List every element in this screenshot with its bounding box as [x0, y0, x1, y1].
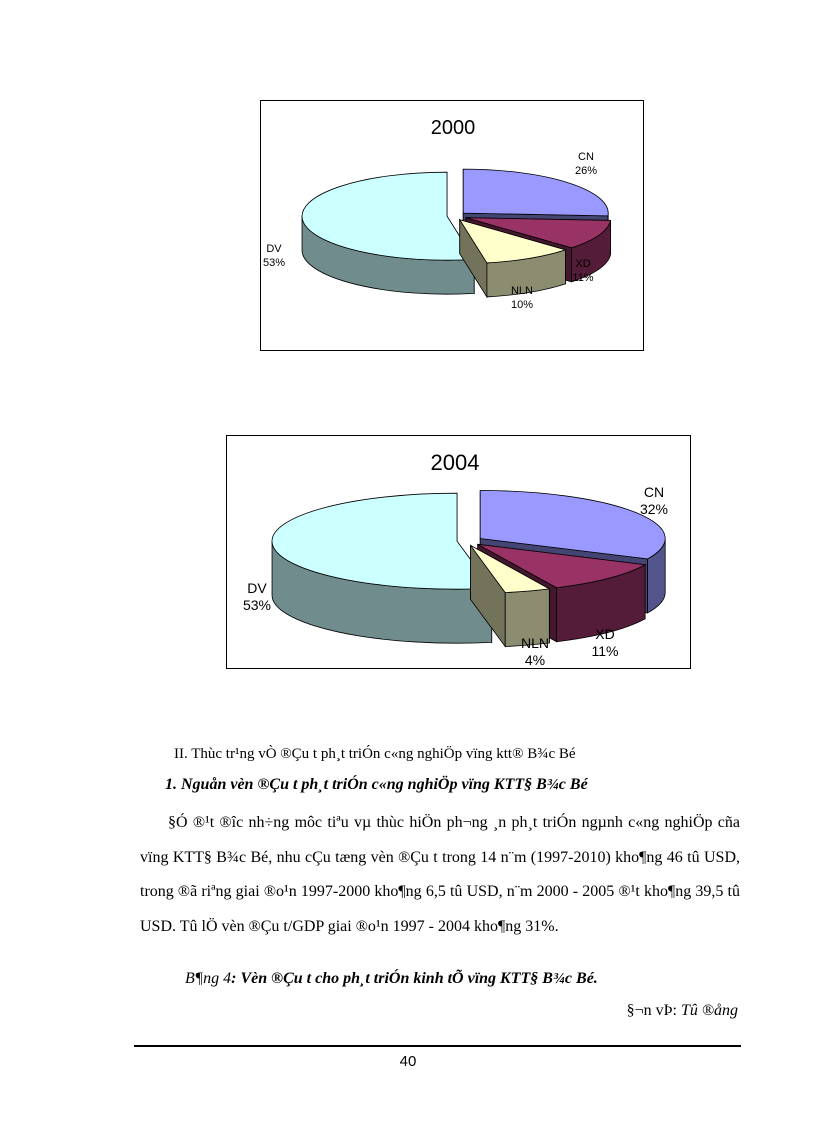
pie-chart-2000: [260, 100, 644, 351]
sub-heading: 1. Nguån vèn ®Çu t ph¸t triÓn c«ng nghiÖp vïng KTT§ B¾c Bé: [165, 776, 588, 793]
table-caption-text: : Vèn ®Çu t cho ph¸t triÓn kinh tÕ vïng KTT§ B¾c Bé.: [231, 970, 598, 987]
slice-label-xd: XD: [575, 258, 591, 270]
table-caption-prefix: B¶ng 4: [185, 970, 232, 987]
slice-value-nln: 4%: [524, 652, 546, 668]
footer-divider: [134, 1045, 741, 1047]
chart-title-2000: 2000: [430, 117, 476, 139]
slice-value-nln: 10%: [510, 299, 534, 311]
pie-chart-2004: [226, 435, 691, 669]
slice-label-dv: DV: [266, 243, 282, 255]
unit-value: Tû ®ång: [680, 1002, 738, 1019]
slice-label-xd: XD: [595, 626, 615, 642]
slice-label-dv: DV: [247, 580, 267, 596]
page-number: 40: [399, 1053, 417, 1070]
slice-label-nln: NLN: [520, 635, 550, 651]
pie-chart-2000-plot: [261, 101, 643, 350]
section-heading: II. Thùc tr¹ng vÒ ®Çu t ph¸t triÓn c«ng nghiÖp vïng ktt® B¾c Bé: [174, 746, 576, 762]
slice-value-cn: 26%: [574, 165, 598, 177]
unit-label: §¬n vÞ:: [626, 1002, 681, 1019]
slice-label-cn: CN: [643, 484, 665, 500]
pie-chart-2004-plot: [227, 436, 690, 668]
unit-note: [627, 1002, 738, 1020]
slice-value-dv: 53%: [262, 257, 286, 269]
pie-slice-dv: [302, 172, 474, 294]
slice-label-nln: NLN: [510, 285, 534, 297]
slice-value-xd: 11%: [591, 643, 619, 659]
slice-label-cn: CN: [578, 151, 594, 163]
table-caption: [185, 970, 598, 988]
body-paragraph: §Ó ®¹t ®îc nh÷ng môc tiªu vµ thùc hiÖn ph¬ng ¸n ph¸t triÓn ngµnh c«ng nghiÖp cña vïng KTT§ B¾c Bé, nhu cÇu tæng vèn ®Çu t trong 14 n¨m (1997-2010) kho¶ng 46 tû USD, trong ®ã riªng giai ®o¹n 1997-2000 kho¶ng 6,5 tû USD, n¨m 2000 - 2005 ®¹t kho¶ng 39,5 tû USD. Tû lÖ vèn ®Çu t/GDP giai ®o¹n 1997 - 2004 kho¶ng 31%.: [140, 814, 740, 935]
pie-slice-dv: [272, 493, 492, 643]
slice-value-dv: 53%: [242, 597, 272, 613]
slice-value-xd: 11%: [572, 272, 594, 284]
chart-title-2004: 2004: [430, 450, 480, 475]
slice-value-cn: 32%: [639, 501, 669, 517]
